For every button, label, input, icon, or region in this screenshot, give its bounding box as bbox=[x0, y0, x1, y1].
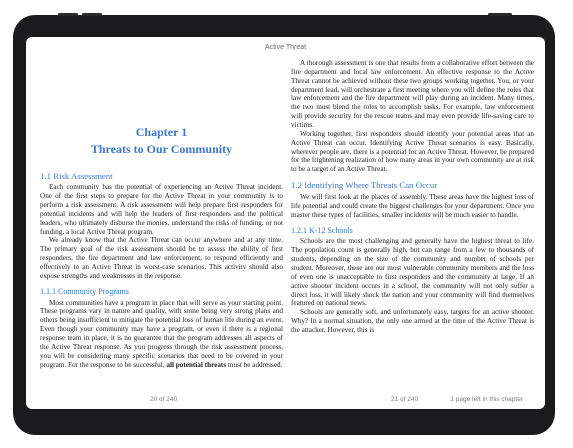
left-page-number: 20 of 240 bbox=[150, 396, 178, 403]
power-button bbox=[488, 13, 512, 16]
section-heading-1-1: 1.1 Risk Assessment bbox=[40, 170, 113, 181]
right-page[interactable] bbox=[291, 59, 534, 335]
section-heading-1-1-1: 1.1.1 Community Programs bbox=[40, 286, 129, 296]
paragraph bbox=[40, 299, 283, 370]
paragraph-text: Most communities have a program in place that will serve as your starting point. These programs vary in nature and quality, with some being very strong plans and others being insufficient to mitigate the potential loss of human life during an event. Even though your community may have a program, or even if there is a regional response team in place, it is no guarantee that the program addresses all aspects of the Active Threat response. As you progress through the risk assessment process, you will be considering many specific scenarios that need to be covered in your program. For the response to be successful, bbox=[40, 298, 283, 369]
paragraph: We already know that the Active Threat can occur anywhere and at any time. The primary goal of the risk assessment should be to assess the ability of first responders, the fire department and law enforcement, to respond efficiently and effectively to an Active Threat in worst-case scenarios. This activity should also expose strengths and weaknesses in the response. bbox=[40, 236, 283, 280]
bold-text: all potential threats bbox=[166, 360, 227, 369]
chapter-title: Threats to Our Community bbox=[90, 141, 233, 156]
paragraph: Each community has the potential of experiencing an Active Threat incident. One of the first steps to prepare for the Active Threat in your community is to perform a risk assessment. A risk assessment will help prepare first responders for potential incidents and will help the leaders of first responders and the political leaders, who ultimately disburse the monies, understand the risks of funding, or not funding, a local Active Threat program. bbox=[40, 183, 283, 236]
pages-left-indicator: 1 page left in this chapter bbox=[450, 396, 523, 403]
paragraph: Schools are generally soft, and unfortunately easy, targets for an active shooter. Why? In a normal situation, the only one armed at the time of the Active Threat is the attacker. However, this is bbox=[291, 308, 534, 334]
volume-button bbox=[58, 13, 78, 16]
paragraph: We will first look at the places of assembly. These areas have the highest loss of life potential and could create the biggest challenges for your department. Once you master these types of facilities, smaller incidents will be much easier to handle. bbox=[291, 192, 534, 219]
book-title[interactable]: Active Threat bbox=[264, 44, 307, 51]
left-page[interactable] bbox=[40, 59, 283, 369]
reader-screen bbox=[26, 37, 545, 409]
paragraph-text: must be addressed. bbox=[227, 360, 283, 369]
volume-button bbox=[82, 13, 102, 16]
right-page-number: 21 of 240 bbox=[391, 396, 419, 403]
section-heading-1-2: 1.2 Identifying Where Threats Can Occur bbox=[291, 180, 438, 191]
paragraph: Working together, first responders should identify your potential areas that an Active Threat can occur. Identifying Active Threat scenarios is easy. Basically, wherever people are, there is a potential for an Active Threat. However, be prepared for the frightening realization of how many areas in your own community are at risk to be a target of an Active Threat. bbox=[291, 129, 534, 174]
paragraph: Schools are the most challenging and generally have the highest threat to life. The population count is generally high, but can range from a few to thousands of students, depending on the size of the community and number of schools per student. Moreover, these are our most vulnerable community members and the loss of even one is unacceptable to first responders and the community at large. If an active shooter incident occurs in a school, the community will not only suffer a direct loss, it will likely shock the nation and your community will find themselves featured on national news. bbox=[291, 237, 534, 308]
section-heading-1-2-1: 1.2.1 K-12 Schools bbox=[291, 225, 353, 235]
chapter-number: Chapter 1 bbox=[135, 125, 188, 139]
paragraph: A thorough assessment is one that results from a collaborative effort between the fire department and local law enforcement. An effective response to the Active Threat cannot be achieved without these two groups working together. You, or your department lead, will orchestrate a first meeting where you will define the roles that law enforcement and the fire department will play during an incident. Many times, the two must blend the roles to accomplish tasks. For example, law enforcement will provide security for the rescue teams and may even provide life-saving care to victims. bbox=[291, 59, 534, 130]
